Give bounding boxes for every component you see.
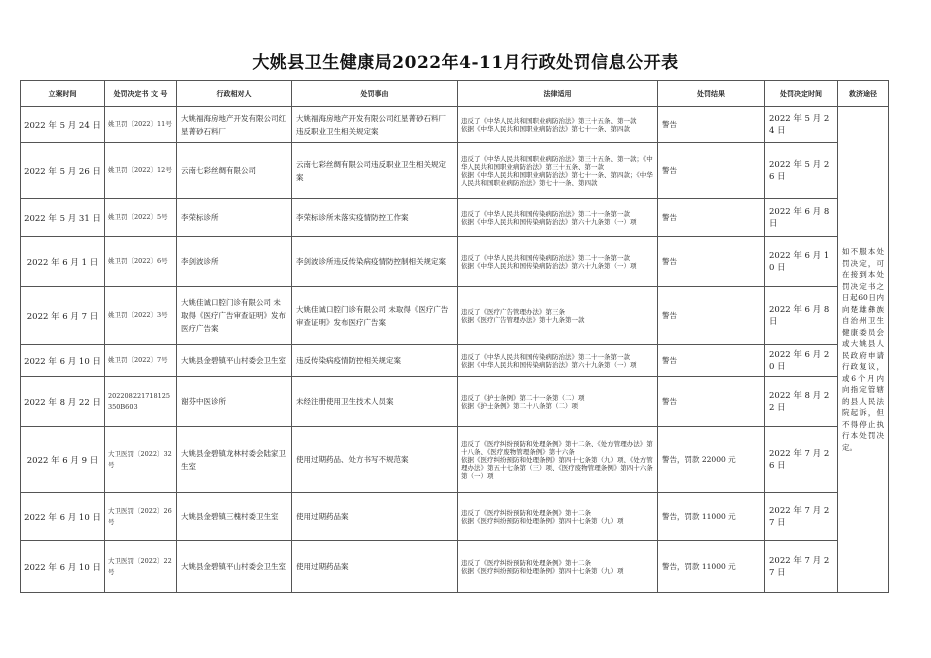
cell-matter: 大姚福海房地产开发有限公司红星菁砂石料厂违反职业卫生相关规定案 [292,107,458,143]
cell-doc-number: 姚卫罚〔2022〕6号 [105,237,177,287]
cell-result: 警告 [658,377,765,427]
header-party: 行政相对人 [177,81,292,107]
table-row [21,377,889,427]
cell-date: 2022 年 5 月 26 日 [21,143,105,199]
cell-result: 警告 [658,199,765,237]
cell-law: 违反了《中华人民共和国传染病防治法》第二十一条第一款 依据《中华人民共和国传染病防治法》第六十九条第（一）项 [458,237,658,287]
cell-party: 大姚福海房地产开发有限公司红星菁砂石料厂 [177,107,292,143]
header-row [21,81,889,107]
cell-decision-date: 2022 年 7 月 26 日 [765,427,838,493]
cell-date: 2022 年 6 月 10 日 [21,541,105,593]
table-row [21,427,889,493]
cell-matter: 使用过期药品案 [292,541,458,593]
cell-date: 2022 年 6 月 10 日 [21,345,105,377]
cell-result: 警告 [658,107,765,143]
cell-doc-number: 姚卫罚〔2022〕7号 [105,345,177,377]
cell-doc-number: 202208221718125350B603 [105,377,177,427]
cell-law: 违反了《中华人民共和国传染病防治法》第二十一条第一款 依据《中华人民共和国传染病防治法》第六十九条第（一）项 [458,199,658,237]
table-row [21,237,889,287]
cell-party: 李剑波诊所 [177,237,292,287]
cell-decision-date: 2022 年 5 月 24 日 [765,107,838,143]
table-row [21,493,889,541]
cell-date: 2022 年 5 月 24 日 [21,107,105,143]
cell-result: 警告 [658,287,765,345]
header-result: 处罚结果 [658,81,765,107]
cell-decision-date: 2022 年 6 月 8 日 [765,287,838,345]
cell-result: 警告 [658,237,765,287]
table-row [21,143,889,199]
cell-date: 2022 年 5 月 31 日 [21,199,105,237]
cell-date: 2022 年 6 月 9 日 [21,427,105,493]
header-law: 法律适用 [458,81,658,107]
cell-doc-number: 大卫医罚〔2022〕22号 [105,541,177,593]
cell-result: 警告，罚款 11000 元 [658,541,765,593]
cell-result: 警告 [658,143,765,199]
cell-doc-number: 姚卫罚〔2022〕5号 [105,199,177,237]
cell-date: 2022 年 6 月 7 日 [21,287,105,345]
cell-party: 大姚佳诚口腔门诊有限公司 未取得《医疗广告审查证明》发布医疗广告案 [177,287,292,345]
cell-date: 2022 年 6 月 1 日 [21,237,105,287]
cell-doc-number: 姚卫罚〔2022〕11号 [105,107,177,143]
cell-law: 违反了《医疗广告管理办法》第三条 依据《医疗广告管理办法》第十九条第一款 [458,287,658,345]
cell-doc-number: 大卫医罚〔2022〕32号 [105,427,177,493]
cell-law: 违反了《中华人民共和国职业病防治法》第三十五条、第一款；《中华人民共和国职业病防治法》第三十五条、第一款 依据《中华人民共和国职业病防治法》第七十一条、第四款；《中华人民共和国职业病防治法》第七十一条、第四款 [458,143,658,199]
table-row [21,345,889,377]
cell-doc-number: 姚卫罚〔2022〕3号 [105,287,177,345]
cell-decision-date: 2022 年 8 月 22 日 [765,377,838,427]
cell-law: 违反了《医疗纠纷预防和处理条例》第十二条 依据《医疗纠纷预防和处理条例》第四十七条第（九）项 [458,541,658,593]
header-doc-number: 处罚决定书 文 号 [105,81,177,107]
cell-matter: 云南七彩丝绸有限公司违反职业卫生相关规定案 [292,143,458,199]
cell-result: 警告，罚款 22000 元 [658,427,765,493]
cell-date: 2022 年 8 月 22 日 [21,377,105,427]
cell-doc-number: 姚卫罚〔2022〕12号 [105,143,177,199]
header-date: 立案时间 [21,81,105,107]
header-remedy: 救济途径 [838,81,889,107]
cell-party: 大姚县金碧镇三槐村委卫生室 [177,493,292,541]
cell-party: 谢芬中医诊所 [177,377,292,427]
cell-matter: 大姚佳诚口腔门诊有限公司 未取得《医疗广告审查证明》发布医疗广告案 [292,287,458,345]
cell-decision-date: 2022 年 7 月 27 日 [765,493,838,541]
header-decision-date: 处罚决定时间 [765,81,838,107]
cell-decision-date: 2022 年 7 月 27 日 [765,541,838,593]
header-matter: 处罚事由 [292,81,458,107]
cell-decision-date: 2022 年 5 月 26 日 [765,143,838,199]
table-row [21,199,889,237]
cell-party: 云南七彩丝绸有限公司 [177,143,292,199]
cell-decision-date: 2022 年 6 月 20 日 [765,345,838,377]
cell-party: 大姚县金碧镇龙林村委会陆家卫生室 [177,427,292,493]
cell-date: 2022 年 6 月 10 日 [21,493,105,541]
table-row [21,287,889,345]
cell-decision-date: 2022 年 6 月 10 日 [765,237,838,287]
cell-law: 违反了《医疗纠纷预防和处理条例》第十二条 依据《医疗纠纷预防和处理条例》第四十七条第（九）项 [458,493,658,541]
cell-doc-number: 大卫医罚〔2022〕26号 [105,493,177,541]
table-row [21,541,889,593]
cell-matter: 使用过期药品案 [292,493,458,541]
cell-law: 违反了《中华人民共和国职业病防治法》第三十五条、第一款 依据《中华人民共和国职业病防治法》第七十一条、第四款 [458,107,658,143]
cell-party: 李荣标诊所 [177,199,292,237]
cell-law: 违反了《中华人民共和国传染病防治法》第二十一条第一款 依据《中华人民共和国传染病防治法》第六十九条第（一）项 [458,345,658,377]
cell-matter: 使用过期药品、处方书写不规范案 [292,427,458,493]
cell-law: 违反了《护士条例》第二十一条第（二）项 依据《护士条例》第二十八条第（二）项 [458,377,658,427]
cell-decision-date: 2022 年 6 月 8 日 [765,199,838,237]
cell-party: 大姚县金碧镇平山村委会卫生室 [177,541,292,593]
cell-party: 大姚县金碧镇平山村委会卫生室 [177,345,292,377]
cell-matter: 未经注册使用卫生技术人员案 [292,377,458,427]
cell-remedy: 如不服本处罚决定，可在接到本处罚决定书之日起60日内向楚雄彝族自治州卫生健康委员会或大姚县人民政府申请行政复议，或6个月内向指定管辖的县人民法院起诉，但不得停止执行本处罚决定。 [838,107,889,593]
cell-result: 警告，罚款 11000 元 [658,493,765,541]
cell-law: 违反了《医疗纠纷预防和处理条例》第十二条、《处方管理办法》第十八条、《医疗废物管理条例》第十六条 依据《医疗纠纷预防和处理条例》第四十七条第（九）项、《处方管理办法》第五十七条第（三）项、《医疗废物管理条例》第四十六条第（一）项 [458,427,658,493]
table-row [21,107,889,143]
page-title: 大姚县卫生健康局2022年4-11月行政处罚信息公开表 [252,53,679,73]
penalty-table [20,80,889,593]
cell-result: 警告 [658,345,765,377]
cell-matter: 违反传染病疫情防控相关规定案 [292,345,458,377]
cell-matter: 李剑波诊所违反传染病疫情防控制相关规定案 [292,237,458,287]
cell-matter: 李荣标诊所未落实疫情防控工作案 [292,199,458,237]
